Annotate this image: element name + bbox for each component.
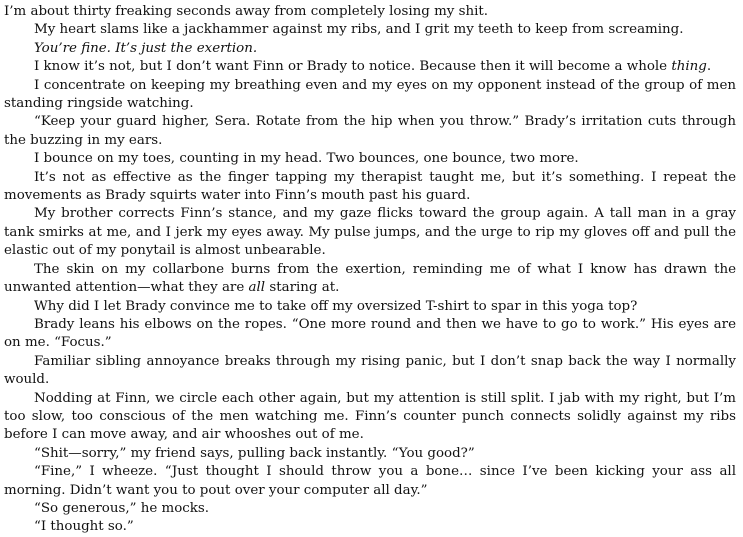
italic-word: all: [248, 280, 266, 296]
paragraph: [4, 463, 736, 500]
paragraph: [4, 169, 736, 206]
paragraph: [4, 3, 736, 21]
paragraph: [4, 353, 736, 390]
paragraph: [4, 390, 736, 445]
paragraph-text: My brother corrects Finn’s stance, and my gaze flicks toward the group again. A tall man in a gray tank smirks at me, and I jerk my eyes away. My pulse jumps, and the urge to rip my gloves off and pull the elastic out of my ponytail is almost unbearable.: [4, 206, 736, 259]
italic-word: thing: [671, 59, 707, 75]
paragraph-text: “Fine,” I wheeze. “Just thought I should throw you a bone… since I’ve been kicking your ass all morning. Didn’t want you to pout over your computer all day.”: [4, 464, 736, 498]
paragraph-text: The skin on my collarbone burns from the exertion, reminding me of what I know has drawn the unwanted attention—what they are: [4, 261, 736, 296]
paragraph: [4, 113, 736, 150]
paragraph-text: “Shit—sorry,” my friend says, pulling back instantly. “You good?”: [34, 445, 475, 461]
paragraph: [4, 58, 736, 76]
paragraph-text: My heart slams like a jackhammer against my ribs, and I grit my teeth to keep from screaming.: [34, 22, 684, 38]
paragraph: [4, 21, 736, 39]
italic-thought: You’re fine. It’s just the exertion.: [34, 40, 258, 56]
paragraph-text: “Keep your guard higher, Sera. Rotate from the hip when you throw.” Brady’s irritation cuts through the buzzing in my ears.: [4, 114, 736, 148]
paragraph-text: I concentrate on keeping my breathing even and my eyes on my opponent instead of the group of men standing ringside watching.: [4, 77, 736, 112]
paragraph: [4, 150, 736, 168]
paragraph-text: “So generous,” he mocks.: [34, 500, 210, 516]
paragraph-text: Why did I let Brady convince me to take off my oversized T-shirt to spar in this yoga top?: [34, 298, 638, 314]
paragraph: [4, 40, 736, 58]
paragraph: [4, 518, 736, 536]
paragraph-text: staring at.: [265, 280, 340, 296]
paragraph-text: It’s not as effective as the finger tapping my therapist taught me, but it’s something. I repeat the movements as Brady squirts water into Finn’s mouth past his guard.: [4, 169, 736, 204]
paragraph: [4, 205, 736, 260]
paragraph: [4, 445, 736, 463]
paragraph-text: Familiar sibling annoyance breaks through my rising panic, but I don’t snap back the way I normally would.: [4, 353, 736, 388]
paragraph-text: I know it’s not, but I don’t want Finn or Brady to notice. Because then it will become a whole: [34, 59, 672, 75]
paragraph: [4, 77, 736, 114]
paragraph-text: “I thought so.”: [34, 519, 134, 535]
paragraph-text: I bounce on my toes, counting in my head. Two bounces, one bounce, two more.: [34, 151, 579, 167]
paragraph: [4, 298, 736, 316]
paragraph-text: I’m about thirty freaking seconds away from completely losing my shit.: [4, 4, 489, 19]
paragraph-text: .: [706, 59, 712, 75]
paragraph: [4, 316, 736, 353]
paragraph: [4, 500, 736, 518]
paragraph-text: Brady leans his elbows on the ropes. “One more round and then we have to go to work.” His eyes are on me. “Focus.”: [4, 316, 736, 351]
paragraph: [4, 261, 736, 298]
paragraph-text: Nodding at Finn, we circle each other again, but my attention is still split. I jab with my right, but I’m too slow, too conscious of the men watching me. Finn’s counter punch connects solidly against my ribs before I can move away, and air whooshes out of me.: [4, 390, 736, 443]
